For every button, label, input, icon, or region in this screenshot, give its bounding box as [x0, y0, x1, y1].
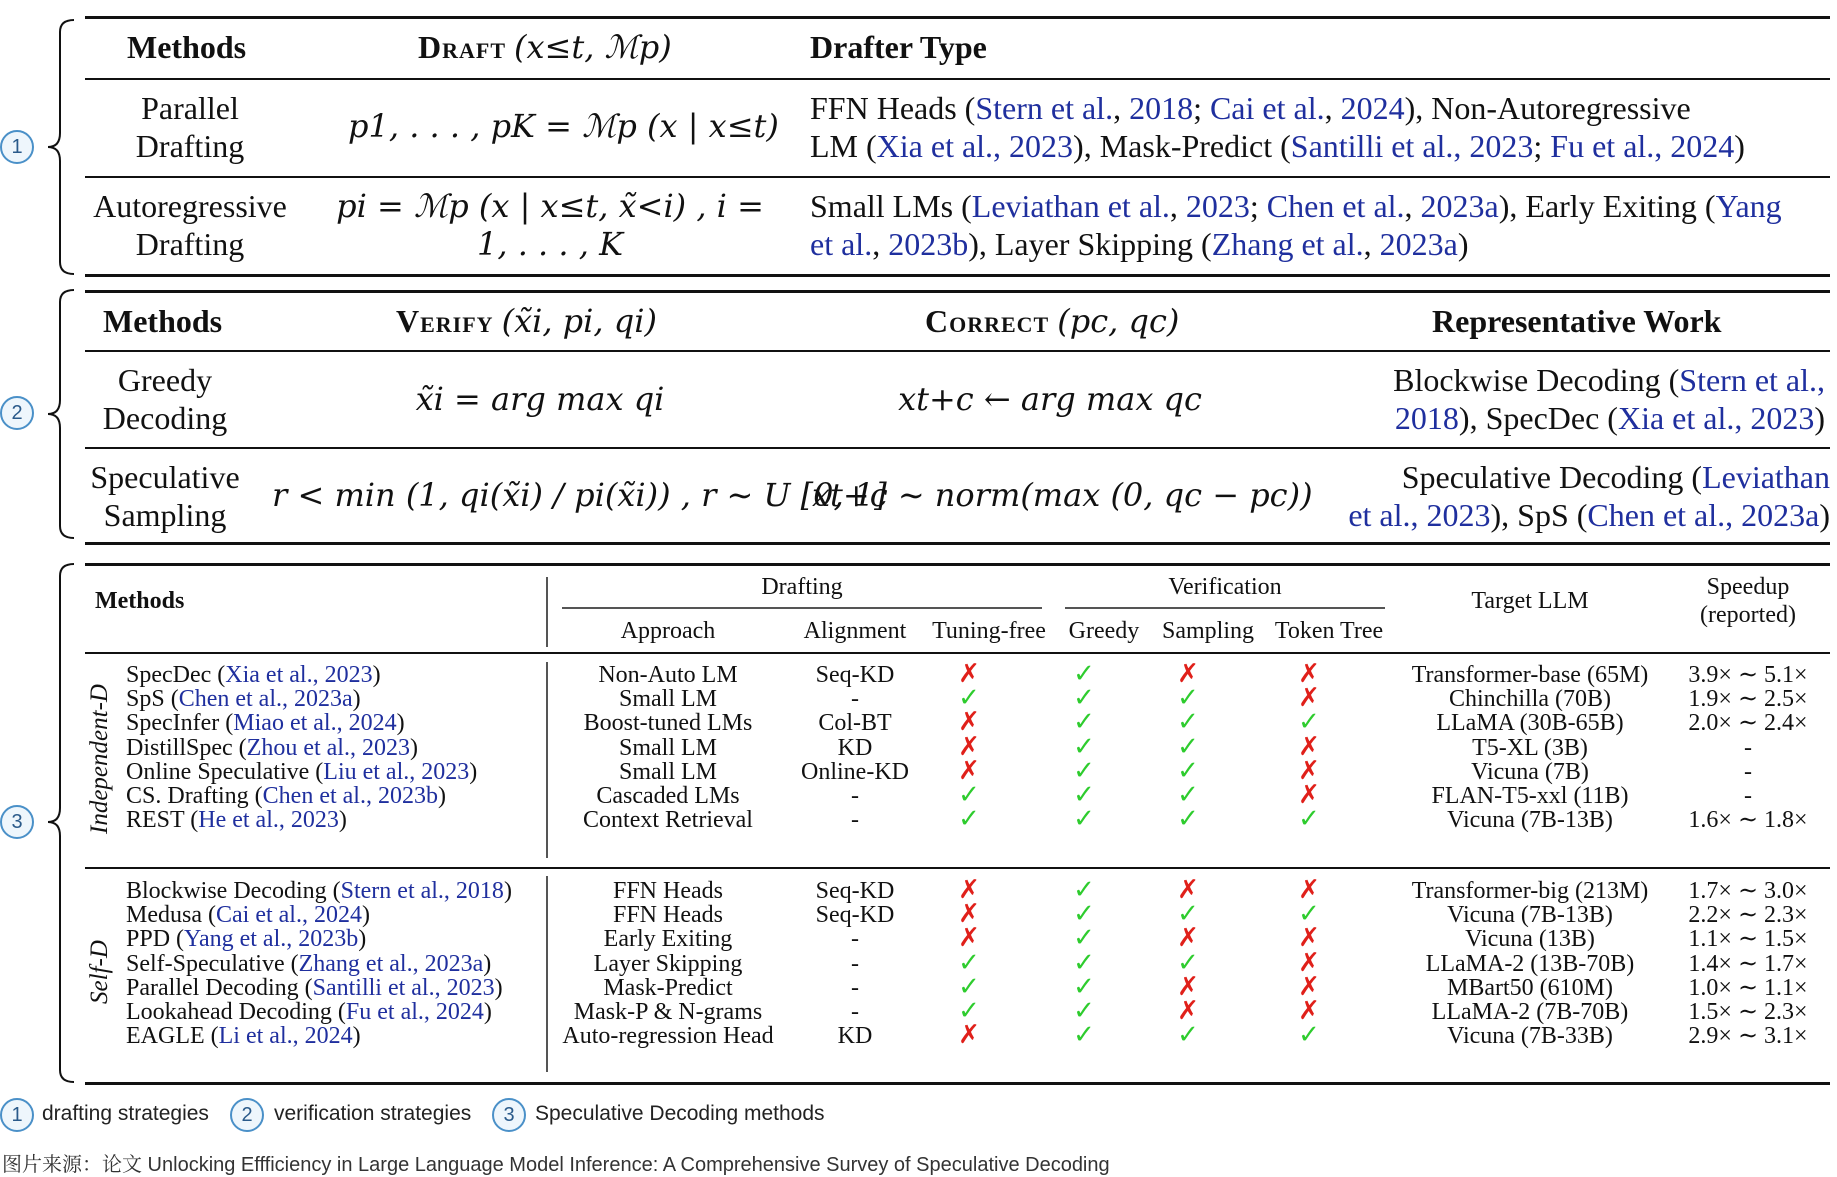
s1-row1-method: Parallel Drafting	[135, 90, 245, 164]
text-fragment: )	[1819, 497, 1830, 533]
s2-row2-method: Speculative Sampling	[90, 459, 240, 533]
row-speedup: 3.9× ∼ 5.1×	[1688, 662, 1808, 688]
text-fragment: LM (	[810, 128, 877, 164]
citation-link[interactable]: Zhou et al., 2023	[246, 734, 410, 761]
s3-body-divider-1	[546, 662, 548, 858]
row-speedup: 1.9× ∼ 2.5×	[1688, 686, 1808, 713]
s2-row1-verify: x̃i = arg max qi	[415, 380, 665, 418]
s3-header-verification: Verification	[1168, 574, 1282, 600]
text-fragment: ,	[872, 226, 889, 262]
s1-row-rule	[85, 176, 1830, 178]
check-icon: ✓	[1177, 1020, 1199, 1051]
s1-header-rule	[85, 78, 1830, 80]
text-fragment: ), SpecDec (	[1458, 400, 1618, 436]
s1-header-drafter-type: Drafter Type	[810, 29, 987, 65]
row-approach: Layer Skipping	[593, 950, 743, 977]
row-alignment: Col-BT	[818, 710, 892, 737]
citation-link[interactable]: Miao et al., 2024	[233, 710, 397, 737]
row-target-llm: LLaMA-2 (7B-70B)	[1431, 999, 1629, 1025]
citation-link[interactable]: Fu et al., 2024	[345, 999, 484, 1025]
row-approach: Context Retrieval	[583, 807, 753, 834]
row-speedup: -	[1744, 783, 1752, 809]
text-fragment: ), SpS (	[1490, 497, 1588, 533]
s1-row1-type-line1	[810, 89, 1745, 127]
row-method-name	[126, 806, 347, 834]
citation-link[interactable]: 2023b	[888, 226, 969, 262]
s1-top-rule	[85, 16, 1830, 19]
legend-1-number-icon: 1	[0, 1098, 34, 1132]
check-icon: ✓	[1177, 731, 1199, 762]
row-target-llm: Transformer-base (65M)	[1411, 662, 1649, 688]
check-icon: ✓	[1073, 683, 1095, 714]
citation-link[interactable]: Stern et al.	[975, 90, 1114, 126]
s1-bottom-rule	[85, 274, 1830, 277]
citation-link[interactable]: et al.	[810, 226, 873, 262]
text-fragment: Small LMs (	[810, 188, 972, 224]
cross-icon: ✗	[1298, 731, 1320, 762]
cross-icon: ✗	[958, 899, 980, 930]
cross-icon: ✗	[1298, 683, 1320, 714]
row-target-llm: T5-XL (3B)	[1472, 734, 1588, 761]
row-speedup: -	[1744, 758, 1752, 785]
s2-row2-verify: r < min (1, qi(x̃i) / pi(x̃i)) , r ∼ U [0, 1]	[272, 476, 887, 514]
legend-2-number-icon: 2	[230, 1098, 264, 1132]
check-icon: ✓	[1177, 804, 1199, 835]
method-name: Lookahead Decoding (	[126, 999, 346, 1025]
text-fragment: ,	[1169, 188, 1186, 224]
paren: )	[352, 1023, 361, 1050]
s2-row2-correct: xt+c ∼ norm(max (0, qc − pc))	[812, 476, 1313, 514]
s2-row2-rep-line1	[1300, 458, 1830, 496]
citation-link[interactable]: 2023a	[1379, 226, 1458, 262]
s3-header-speedup: Speedup (reported)	[1700, 574, 1796, 628]
row-speedup: 1.6× ∼ 1.8×	[1688, 807, 1808, 834]
row-approach: Small LM	[618, 686, 717, 713]
s3-bottom-rule	[85, 1082, 1830, 1085]
citation-link[interactable]: Chen et al., 2023a	[1587, 497, 1820, 533]
row-target-llm: Vicuna (7B-13B)	[1447, 807, 1613, 834]
citation-link[interactable]: Zhang et al., 2023a	[298, 950, 484, 977]
text-fragment: ;	[1193, 90, 1210, 126]
paren: )	[352, 686, 361, 713]
check-icon: ✓	[1073, 780, 1095, 810]
cross-icon: ✗	[958, 755, 980, 786]
s3-header-sampling: Sampling	[1161, 618, 1254, 644]
citation-link[interactable]: He et al., 2023	[198, 807, 339, 834]
check-icon: ✓	[958, 804, 980, 835]
citation-link[interactable]: Stern et al., 2018	[340, 878, 504, 904]
text-fragment: ;	[1249, 188, 1267, 224]
citation-link[interactable]: Cai et al.	[1209, 90, 1325, 126]
s3-header-tuning-free: Tuning-free	[932, 618, 1046, 644]
citation-link[interactable]: Yang et al., 2023b	[184, 926, 359, 953]
brace-section-1	[38, 18, 78, 276]
row-target-llm: Chinchilla (70B)	[1449, 686, 1611, 713]
row-speedup: 1.5× ∼ 2.3×	[1688, 999, 1808, 1025]
paren: )	[409, 734, 418, 761]
brace-section-2	[38, 288, 78, 540]
check-icon: ✓	[1073, 947, 1095, 978]
citation-link[interactable]: Li et al., 2024	[218, 1023, 353, 1050]
check-icon: ✓	[1177, 707, 1199, 738]
s3-header-approach: Approach	[620, 618, 716, 644]
method-name: Self-Speculative (	[126, 950, 299, 977]
legend-3-number-icon: 3	[492, 1098, 526, 1132]
s3-header-methods: Methods	[95, 588, 185, 614]
paren: )	[494, 974, 503, 1001]
check-icon: ✓	[958, 971, 980, 1002]
check-icon: ✓	[1073, 755, 1095, 786]
citation-link[interactable]: Cai et al., 2024	[215, 902, 362, 929]
check-icon: ✓	[1073, 923, 1095, 954]
check-icon: ✓	[958, 947, 980, 978]
row-target-llm: LLaMA (30B-65B)	[1436, 710, 1624, 737]
s3-header-drafting: Drafting	[761, 574, 843, 600]
row-alignment: KD	[837, 734, 873, 761]
s3-header-rule	[85, 652, 1830, 654]
row-approach: Small LM	[618, 734, 717, 761]
cross-icon: ✗	[958, 923, 980, 954]
text-fragment: ), Early Exiting (	[1498, 188, 1716, 224]
check-icon: ✓	[1073, 707, 1095, 738]
row-approach: Boost-tuned LMs	[583, 710, 753, 737]
s1-row2-formula: pi = ℳp (x | x≤t, x̃<i) , i = 1, . . . , K	[336, 187, 764, 263]
section-2-number-icon: 2	[0, 396, 34, 430]
s1-header-draft: Draft (x≤t, ℳp)	[418, 28, 672, 66]
row-target-llm: LLaMA-2 (13B-70B)	[1425, 950, 1635, 977]
s3-verification-underline	[1065, 607, 1385, 609]
row-alignment: -	[851, 686, 859, 713]
row-speedup: 2.9× ∼ 3.1×	[1688, 1023, 1808, 1050]
method-name: EAGLE (	[126, 1023, 219, 1050]
check-icon: ✓	[1073, 659, 1095, 689]
citation-link[interactable]: Leviathan et al.	[971, 188, 1170, 224]
s3-header-target-llm: Target LLM	[1471, 588, 1589, 614]
method-name: SpecInfer (	[126, 710, 234, 737]
text-fragment: ), Non-Autoregressive	[1404, 90, 1691, 126]
text-fragment: ;	[1533, 128, 1551, 164]
s1-row2-type-line2	[810, 225, 1782, 263]
text-fragment: Speculative Decoding (	[1401, 459, 1703, 495]
citation-link[interactable]: 2023a	[1420, 188, 1499, 224]
s3-top-rule	[85, 563, 1830, 566]
check-icon: ✓	[1298, 804, 1320, 835]
s2-header-verify: Verify (x̃i, pi, qi)	[396, 302, 657, 340]
legend-2-label: verification strategies	[274, 1102, 472, 1125]
s2-row1-rep-line2	[1340, 399, 1825, 437]
s2-bottom-rule	[85, 542, 1830, 545]
citation-link[interactable]: Stern et al.,	[1679, 362, 1825, 398]
text-fragment: )	[1814, 400, 1825, 436]
row-alignment: -	[851, 974, 859, 1001]
group-label-self-d: Self-D	[86, 940, 113, 1004]
row-approach: Non-Auto LM	[598, 662, 738, 688]
check-icon: ✓	[958, 683, 980, 714]
cross-icon: ✗	[958, 707, 980, 738]
method-name: Parallel Decoding (	[126, 974, 313, 1001]
text-fragment: Blockwise Decoding (	[1393, 362, 1680, 398]
citation-link[interactable]: Yang	[1715, 188, 1782, 224]
cross-icon: ✗	[1298, 923, 1320, 954]
cross-icon: ✗	[1298, 755, 1320, 786]
citation-link[interactable]: Santilli et al., 2023	[1290, 128, 1534, 164]
s2-header-representative-work: Representative Work	[1432, 303, 1722, 339]
row-target-llm: Vicuna (7B-13B)	[1447, 902, 1613, 929]
legend-3-label: Speculative Decoding methods	[535, 1102, 825, 1125]
row-speedup: 2.2× ∼ 2.3×	[1688, 902, 1808, 929]
citation-link[interactable]: et al., 2023	[1348, 497, 1491, 533]
text-fragment: FFN Heads (	[810, 90, 976, 126]
text-fragment: ,	[1113, 90, 1130, 126]
row-target-llm: FLAN-T5-xxl (11B)	[1431, 783, 1629, 809]
cross-icon: ✗	[1177, 875, 1199, 905]
row-approach: FFN Heads	[612, 878, 723, 904]
s3-drafting-underline	[562, 607, 1042, 609]
method-name: SpecDec (	[126, 662, 226, 688]
s2-row1-correct: xt+c ← arg max qc	[898, 380, 1202, 418]
text-fragment: )	[1457, 226, 1469, 262]
row-speedup: 1.0× ∼ 1.1×	[1688, 974, 1808, 1001]
citation-link[interactable]: 2023	[1185, 188, 1250, 224]
citation-link[interactable]: Fu et al., 2024	[1550, 128, 1735, 164]
check-icon: ✓	[1073, 971, 1095, 1002]
section-1-number-icon: 1	[0, 130, 34, 164]
check-icon: ✓	[1298, 707, 1320, 738]
check-icon: ✓	[1073, 996, 1095, 1026]
citation-link[interactable]: 2018	[1129, 90, 1194, 126]
row-alignment: KD	[837, 1023, 873, 1050]
s2-header-methods: Methods	[103, 303, 223, 339]
row-approach: Small LM	[618, 758, 717, 785]
row-alignment: -	[851, 783, 859, 809]
check-icon: ✓	[958, 780, 980, 810]
s1-header-methods: Methods	[127, 29, 247, 65]
cross-icon: ✗	[1298, 780, 1320, 810]
text-fragment: ,	[1363, 226, 1380, 262]
check-icon: ✓	[1073, 899, 1095, 930]
s2-row1-method: Greedy Decoding	[102, 362, 228, 436]
cross-icon: ✗	[1298, 875, 1320, 905]
method-name: DistillSpec (	[126, 734, 247, 761]
cross-icon: ✗	[958, 731, 980, 762]
text-fragment: ), Mask-Predict (	[1073, 128, 1291, 164]
citation-link[interactable]: Chen et al., 2023b	[262, 783, 438, 809]
s1-row2-method: Autoregressive Drafting	[93, 188, 287, 262]
check-icon: ✓	[958, 996, 980, 1026]
row-speedup: 1.1× ∼ 1.5×	[1688, 926, 1808, 953]
s3-header-alignment: Alignment	[803, 618, 907, 644]
citation-link[interactable]: Xia et al., 2023	[1617, 400, 1815, 436]
paren: )	[396, 710, 405, 737]
text-fragment: )	[1734, 128, 1745, 164]
brace-section-3	[38, 562, 78, 1084]
check-icon: ✓	[1177, 947, 1199, 978]
s1-row2-drafter-type	[810, 187, 1782, 263]
row-alignment: -	[851, 807, 859, 834]
citation-link[interactable]: Chen et al.	[1266, 188, 1405, 224]
check-icon: ✓	[1073, 1020, 1095, 1051]
method-name: CS. Drafting (	[126, 783, 263, 809]
row-target-llm: MBart50 (610M)	[1447, 974, 1613, 1001]
text-fragment: ), Layer Skipping (	[968, 226, 1212, 262]
row-approach: FFN Heads	[612, 902, 723, 929]
row-approach: Mask-Predict	[603, 974, 733, 1001]
s3-group-rule	[85, 867, 1830, 869]
paren: )	[361, 902, 370, 929]
s2-row2-rep	[1300, 458, 1830, 534]
method-name: Medusa (	[126, 902, 216, 929]
row-target-llm: Vicuna (13B)	[1465, 926, 1595, 953]
check-icon: ✓	[1177, 683, 1199, 714]
cross-icon: ✗	[1177, 996, 1199, 1026]
cross-icon: ✗	[958, 875, 980, 905]
cross-icon: ✗	[1177, 923, 1199, 954]
s2-row2-rep-line2	[1300, 496, 1830, 534]
cross-icon: ✗	[1298, 659, 1320, 689]
s2-row1-rep-line1	[1340, 361, 1825, 399]
row-alignment: -	[851, 999, 859, 1025]
row-speedup: 1.7× ∼ 3.0×	[1688, 878, 1808, 904]
row-approach: Auto-regression Head	[562, 1023, 774, 1050]
cross-icon: ✗	[958, 659, 980, 689]
image-source-caption: 图片来源：论文 Unlocking Effficiency in Large Language Model Inference: A Comprehensive Survey of Speculative Decoding	[2, 1154, 1110, 1176]
row-target-llm: Transformer-big (213M)	[1411, 878, 1649, 904]
cross-icon: ✗	[1177, 971, 1199, 1002]
citation-link[interactable]: Liu et al., 2023	[323, 758, 470, 785]
citation-link[interactable]: Leviathan	[1702, 459, 1830, 495]
s3-header-token-tree: Token Tree	[1274, 618, 1384, 644]
s2-row1-rep	[1340, 361, 1825, 437]
row-alignment: Seq-KD	[815, 662, 895, 688]
cross-icon: ✗	[1177, 659, 1199, 689]
row-target-llm: Vicuna (7B)	[1471, 758, 1589, 785]
row-target-llm: Vicuna (7B-33B)	[1447, 1023, 1613, 1050]
row-alignment: Seq-KD	[815, 902, 895, 929]
s3-header-greedy: Greedy	[1068, 618, 1140, 644]
check-icon: ✓	[1073, 804, 1095, 835]
row-alignment: -	[851, 950, 859, 977]
check-icon: ✓	[1177, 780, 1199, 810]
text-fragment: ,	[1324, 90, 1341, 126]
s2-header-rule	[85, 350, 1830, 352]
citation-link[interactable]: Zhang et al.	[1211, 226, 1364, 262]
citation-link[interactable]: Xia et al., 2023	[876, 128, 1074, 164]
method-name: SpS (	[126, 686, 179, 713]
paren: )	[338, 807, 347, 834]
row-approach: Early Exiting	[603, 926, 733, 953]
s2-top-rule	[85, 290, 1830, 293]
s3-header-divider	[546, 577, 548, 647]
paren: )	[483, 999, 492, 1025]
cross-icon: ✗	[1298, 947, 1320, 978]
s1-row1-drafter-type	[810, 89, 1745, 165]
row-speedup: 1.4× ∼ 1.7×	[1688, 950, 1808, 977]
cross-icon: ✗	[958, 1020, 980, 1051]
text-fragment: ,	[1404, 188, 1421, 224]
legend-1-label: drafting strategies	[42, 1102, 209, 1125]
paren: )	[372, 662, 381, 688]
s1-row1-formula: p1, . . . , pK = ℳp (x | x≤t)	[348, 107, 779, 145]
s3-body-divider-2	[546, 876, 548, 1072]
paren: )	[483, 950, 492, 977]
s1-row1-type-line2	[810, 127, 1745, 165]
method-name: Online Speculative (	[126, 758, 324, 785]
paren: )	[469, 758, 478, 785]
citation-link[interactable]: Chen et al., 2023a	[178, 686, 353, 713]
row-alignment: Seq-KD	[815, 878, 895, 904]
citation-link[interactable]: 2024	[1340, 90, 1405, 126]
row-approach: Cascaded LMs	[596, 783, 740, 809]
check-icon: ✓	[1177, 755, 1199, 786]
s2-header-correct: Correct (pc, qc)	[925, 302, 1180, 340]
check-icon: ✓	[1298, 899, 1320, 930]
citation-link[interactable]: Santilli et al., 2023	[312, 974, 495, 1001]
paren: )	[437, 783, 446, 809]
cross-icon: ✗	[1298, 971, 1320, 1002]
method-name: REST (	[126, 807, 199, 834]
paren: )	[358, 926, 367, 953]
row-speedup: 2.0× ∼ 2.4×	[1688, 710, 1808, 737]
row-approach: Mask-P & N-grams	[573, 999, 763, 1025]
row-alignment: -	[851, 926, 859, 953]
citation-link[interactable]: 2018	[1394, 400, 1459, 436]
cross-icon: ✗	[1298, 996, 1320, 1026]
row-speedup: -	[1744, 734, 1752, 761]
check-icon: ✓	[1073, 731, 1095, 762]
check-icon: ✓	[1298, 1020, 1320, 1051]
s1-row2-type-line1	[810, 187, 1782, 225]
method-name: PPD (	[126, 926, 185, 953]
method-name: Blockwise Decoding (	[126, 878, 341, 904]
paren: )	[503, 878, 512, 904]
section-3-number-icon: 3	[0, 805, 34, 839]
s2-row-rule	[85, 447, 1830, 449]
check-icon: ✓	[1177, 899, 1199, 930]
check-icon: ✓	[1073, 875, 1095, 905]
group-label-independent-d: Independent-D	[86, 684, 113, 834]
row-method-name	[126, 1022, 361, 1050]
row-alignment: Online-KD	[801, 758, 909, 785]
citation-link[interactable]: Xia et al., 2023	[225, 662, 373, 688]
